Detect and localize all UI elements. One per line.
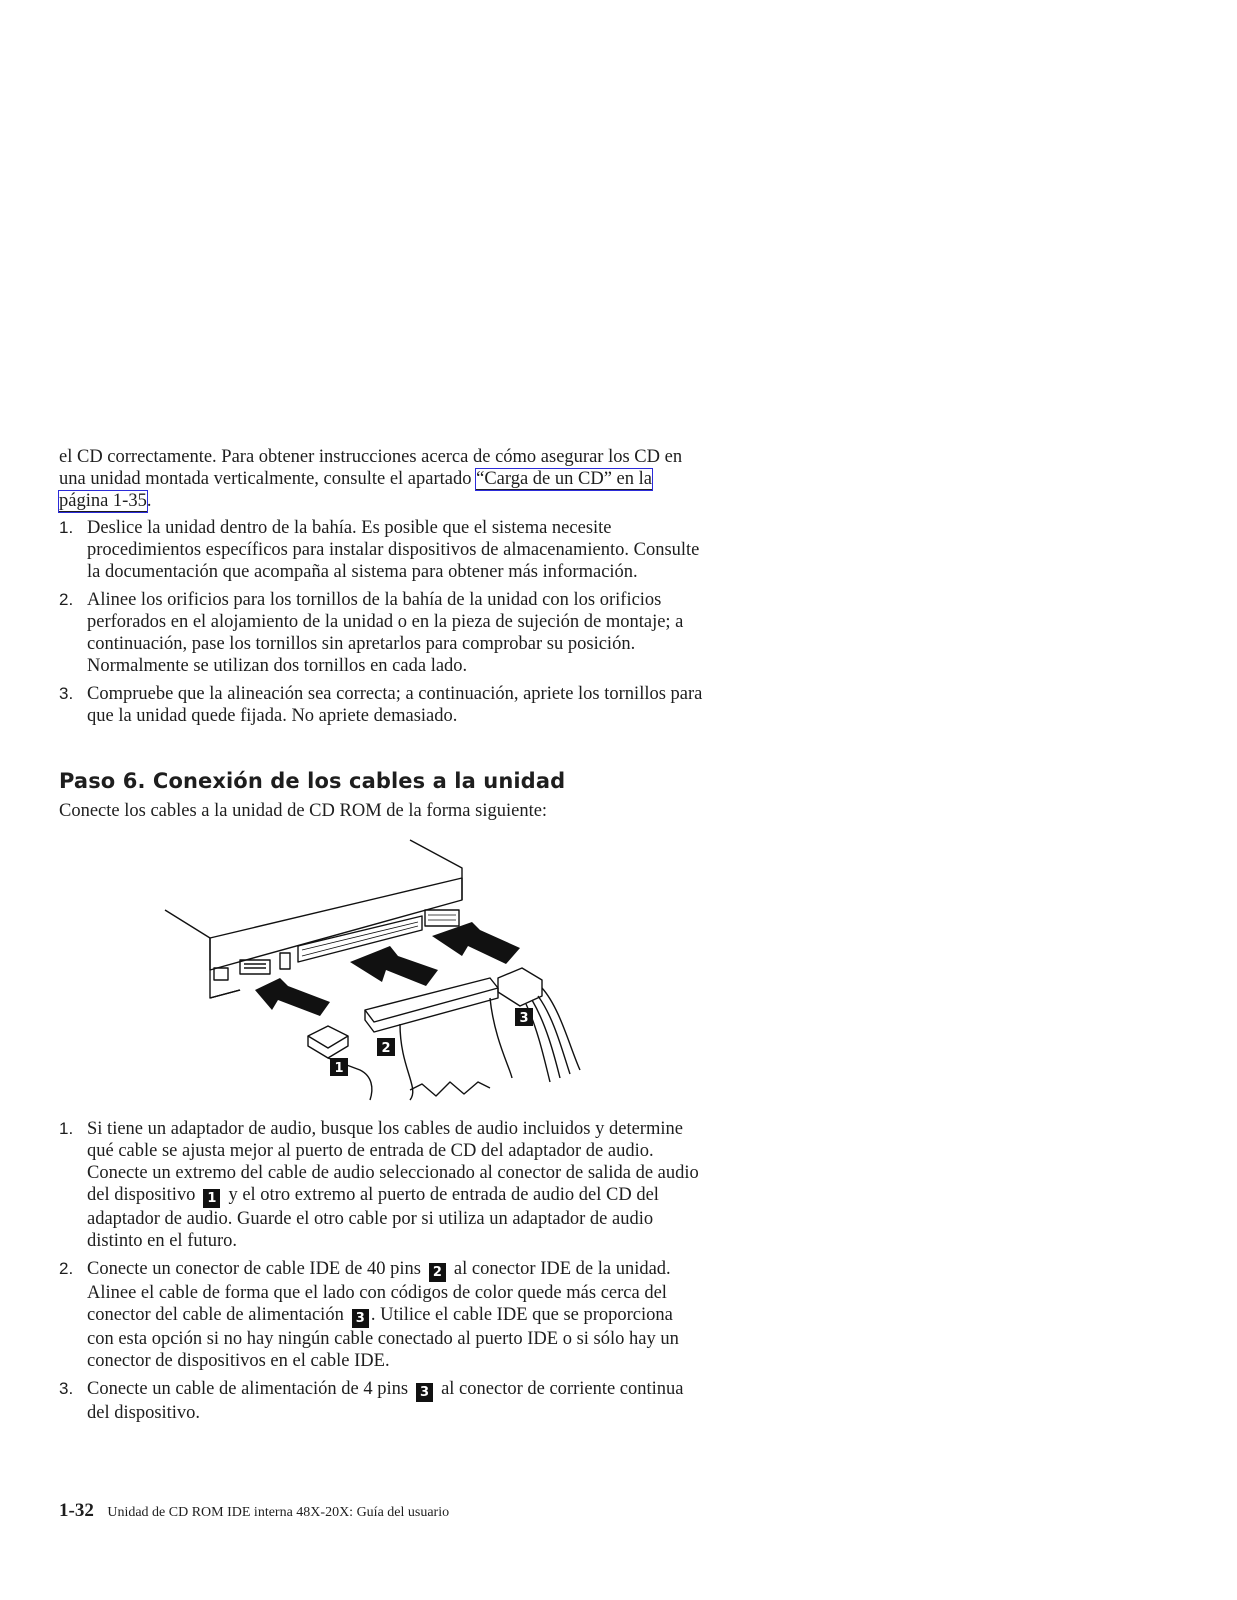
- arrow-ide: [350, 946, 438, 986]
- footer-title: Unidad de CD ROM IDE interna 48X-20X: Guía del usuario: [107, 1505, 450, 1520]
- intro-paragraph: [59, 446, 699, 512]
- step-text: y el otro extremo al puerto de entrada de audio del CD del adaptador de audio. Guarde el otro cable por si utiliza un adaptador de audio distinto en el futuro.: [87, 1185, 659, 1251]
- ide-port: [298, 916, 422, 962]
- step-text: Si tiene un adaptador de audio, busque los cables de audio incluidos y determine qué cable se ajusta mejor al puerto de entrada de CD del adaptador de audio. Conecte un extremo del cable de audio seleccionado al conector de salida de audio del dispositivo: [87, 1119, 699, 1205]
- drive-back-top: [210, 878, 462, 970]
- step-text: Alinee los orificios para los tornillos de la bahía de la unidad con los orificios perforados en el alojamiento de la unidad o en la pieza de sujeción de montaje; a continuación, pase los tornillos sin apretarlos para comprobar su posición. Normalmente se utilizan dos tornillos en cada lado.: [87, 590, 684, 676]
- callout-1-label: 1: [334, 1061, 344, 1076]
- callout-badge: 3: [416, 1383, 433, 1402]
- step-text: Conecte un cable de alimentación de 4 pins: [87, 1379, 409, 1399]
- step-text: al conector IDE de la unidad. Alinee el cable de forma que el lado con códigos de color quede más cerca del conector del cable de alimentación: [87, 1259, 671, 1325]
- intro-text: el CD correctamente. Para obtener instrucciones acerca de cómo asegurar los CD en una unidad montada verticalmente, consulte el apartado: [59, 447, 683, 489]
- step-number: 3.: [59, 684, 74, 703]
- callout-badge: 1: [203, 1189, 220, 1208]
- list-item: [59, 1258, 704, 1372]
- cable-steps-list: [59, 1118, 704, 1430]
- intro-period: .: [146, 491, 152, 511]
- jumper-block: [280, 953, 290, 969]
- cross-reference-link[interactable]: “Carga de un CD” en la página 1-35: [59, 469, 652, 511]
- list-item: [59, 1378, 704, 1424]
- step-number: 1.: [59, 518, 74, 537]
- callout-2-label: 2: [381, 1041, 391, 1056]
- page-number: 1-32: [59, 1500, 94, 1521]
- step-text: Conecte un conector de cable IDE de 40 pins: [87, 1259, 421, 1279]
- list-item: [59, 1118, 704, 1252]
- step-text: Compruebe que la alineación sea correcta; a continuación, apriete los tornillos para que la unidad quede fijada. No apriete demasiado.: [87, 684, 703, 726]
- drive-left-edge: [165, 910, 210, 938]
- power-cable-plug: [498, 968, 542, 1006]
- audio-cable-plug: [308, 1026, 348, 1048]
- step-number: 1.: [59, 1119, 74, 1138]
- arrow-audio: [255, 978, 330, 1016]
- install-steps-list: [59, 517, 704, 733]
- list-item: [59, 589, 704, 677]
- step-number: 3.: [59, 1379, 74, 1398]
- step-text: Deslice la unidad dentro de la bahía. Es posible que el sistema necesite procedimientos específicos para instalar dispositivos de almacenamiento. Consulte la documentación que acompaña al sistema para obtener más información.: [87, 518, 700, 582]
- audio-out-port: [240, 960, 270, 974]
- callout-3-label: 3: [519, 1011, 529, 1026]
- callout-badge: 3: [352, 1309, 369, 1328]
- insert-arrows: [255, 922, 520, 1016]
- arrow-power: [432, 922, 520, 964]
- page-footer: [59, 1500, 449, 1522]
- audio-jack: [214, 968, 228, 980]
- list-item: [59, 683, 704, 727]
- step-text: al conector de corriente continua del dispositivo.: [87, 1379, 684, 1423]
- ide-cable-plug: [365, 978, 498, 1022]
- section-heading: Paso 6. Conexión de los cables a la unidad: [59, 769, 566, 793]
- step-number: 2.: [59, 1259, 74, 1278]
- step-text: . Utilice el cable IDE que se proporciona con esta opción si no hay ningún cable conectado al puerto IDE o si sólo hay un conector de dispositivos en el cable IDE.: [87, 1305, 679, 1371]
- cable-connection-illustration: [160, 838, 600, 1108]
- list-item: [59, 517, 704, 583]
- callout-badge: 2: [429, 1263, 446, 1282]
- step-number: 2.: [59, 590, 74, 609]
- section-intro: Conecte los cables a la unidad de CD ROM de la forma siguiente:: [59, 801, 548, 821]
- drive-top-edge: [410, 840, 462, 900]
- power-port: [425, 910, 459, 926]
